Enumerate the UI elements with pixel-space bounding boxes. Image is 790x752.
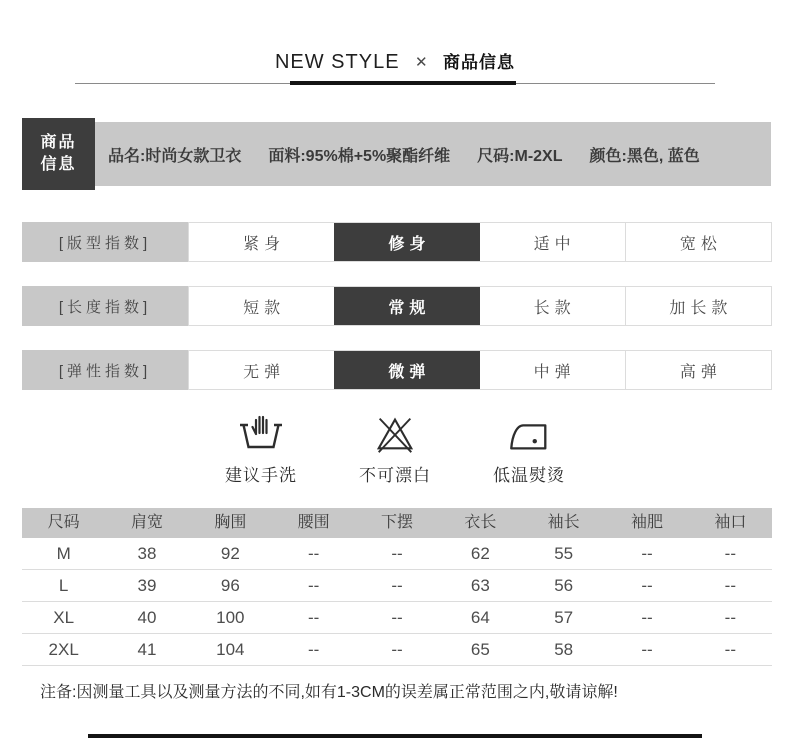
cell: -- bbox=[641, 608, 653, 627]
cell: 56 bbox=[554, 576, 574, 595]
size-table-header bbox=[22, 508, 772, 538]
cell: 65 bbox=[470, 640, 490, 659]
cell: 64 bbox=[470, 608, 490, 627]
care-instructions bbox=[0, 408, 790, 486]
table-row-m bbox=[22, 538, 772, 570]
indicator-label-length: [长度指数] bbox=[22, 286, 188, 326]
table-row-l bbox=[22, 570, 772, 602]
multiply-icon: ✕ bbox=[415, 54, 428, 71]
table-row-xl bbox=[22, 602, 772, 634]
option-cell: 紧身 bbox=[243, 235, 286, 253]
care-label: 低温熨烫 bbox=[493, 466, 565, 485]
cell: -- bbox=[724, 544, 736, 563]
option-cell: 高弹 bbox=[625, 351, 771, 389]
option-cell: 无弹 bbox=[243, 363, 286, 381]
brand-name: NEW STYLE bbox=[274, 51, 400, 73]
product-info-badge bbox=[22, 118, 95, 190]
cell: -- bbox=[641, 640, 653, 659]
cell: 92 bbox=[220, 544, 240, 563]
indicator-row-fit bbox=[22, 222, 772, 262]
col-header: 袖肥 bbox=[630, 514, 663, 531]
cell: 41 bbox=[137, 640, 157, 659]
option-cell: 中弹 bbox=[533, 363, 576, 381]
cell: -- bbox=[724, 640, 736, 659]
col-header: 袖口 bbox=[714, 514, 747, 531]
badge-line1: 商品 bbox=[40, 133, 77, 151]
top-divider-thick bbox=[290, 81, 516, 85]
product-field-fabric: 面料:95%棉+5%聚酯纤维 bbox=[268, 147, 451, 165]
cell: -- bbox=[391, 544, 403, 563]
cell: -- bbox=[724, 576, 736, 595]
bottom-divider bbox=[88, 734, 702, 738]
cell: 100 bbox=[216, 608, 245, 627]
option-cell-selected: 微弹 bbox=[334, 351, 479, 389]
option-cell: 加长款 bbox=[625, 287, 771, 325]
col-header: 胸围 bbox=[214, 514, 247, 531]
cell: L bbox=[58, 576, 69, 595]
page-header bbox=[0, 48, 790, 74]
low-temp-iron-icon bbox=[506, 408, 552, 456]
cell: 2XL bbox=[48, 640, 79, 659]
product-field-size: 尺码:M-2XL bbox=[477, 147, 563, 165]
indicator-row-elasticity bbox=[22, 350, 772, 390]
no-bleach-icon bbox=[372, 408, 418, 456]
cell: 58 bbox=[554, 640, 574, 659]
care-item-hand-wash bbox=[211, 408, 311, 486]
indicator-options-length bbox=[188, 286, 772, 326]
care-item-no-bleach bbox=[345, 408, 445, 486]
option-cell-selected: 常规 bbox=[334, 287, 479, 325]
col-header: 尺码 bbox=[47, 514, 80, 531]
table-row-2xl bbox=[22, 634, 772, 666]
page-title: 商品信息 bbox=[443, 53, 516, 72]
col-header: 衣长 bbox=[464, 514, 497, 531]
indicator-options-fit bbox=[188, 222, 772, 262]
measurement-note: 注备:因测量工具以及测量方法的不同,如有1-3CM的误差属正常范围之内,敬请谅解! bbox=[40, 684, 618, 701]
option-cell-selected: 修身 bbox=[334, 223, 479, 261]
cell: 63 bbox=[470, 576, 490, 595]
cell: XL bbox=[53, 608, 75, 627]
cell: -- bbox=[308, 576, 320, 595]
indicator-label-elasticity: [弹性指数] bbox=[22, 350, 188, 390]
cell: M bbox=[56, 544, 71, 563]
cell: 57 bbox=[554, 608, 574, 627]
cell: -- bbox=[391, 576, 403, 595]
option-cell: 宽松 bbox=[625, 223, 771, 261]
cell: -- bbox=[641, 576, 653, 595]
badge-line2: 信息 bbox=[40, 156, 77, 173]
cell: -- bbox=[724, 608, 736, 627]
option-cell: 短款 bbox=[243, 299, 286, 317]
care-label: 建议手洗 bbox=[225, 466, 297, 485]
cell: -- bbox=[641, 544, 653, 563]
care-label: 不可漂白 bbox=[359, 466, 431, 485]
cell: 96 bbox=[220, 576, 240, 595]
cell: 55 bbox=[554, 544, 574, 563]
option-cell: 适中 bbox=[533, 235, 576, 253]
cell: -- bbox=[308, 544, 320, 563]
cell: -- bbox=[391, 608, 403, 627]
product-field-color: 颜色:黑色, 蓝色 bbox=[589, 147, 700, 165]
cell: 38 bbox=[137, 544, 157, 563]
cell: 104 bbox=[216, 640, 245, 659]
cell: -- bbox=[308, 640, 320, 659]
cell: -- bbox=[308, 608, 320, 627]
col-header: 肩宽 bbox=[130, 514, 163, 531]
cell: 39 bbox=[137, 576, 157, 595]
option-cell: 长款 bbox=[533, 299, 576, 317]
size-table bbox=[22, 508, 772, 666]
hand-wash-icon bbox=[237, 408, 285, 456]
cell: 62 bbox=[470, 544, 490, 563]
indicator-row-length bbox=[22, 286, 772, 326]
indicator-options-elasticity bbox=[188, 350, 772, 390]
care-item-low-temp-iron bbox=[479, 408, 579, 486]
col-header: 袖长 bbox=[547, 514, 580, 531]
indicator-label-fit: [版型指数] bbox=[22, 222, 188, 262]
col-header: 下摆 bbox=[380, 514, 413, 531]
product-field-name: 品名:时尚女款卫衣 bbox=[108, 147, 242, 165]
product-info-bar bbox=[95, 122, 771, 186]
cell: -- bbox=[391, 640, 403, 659]
col-header: 腰围 bbox=[297, 514, 330, 531]
cell: 40 bbox=[137, 608, 157, 627]
